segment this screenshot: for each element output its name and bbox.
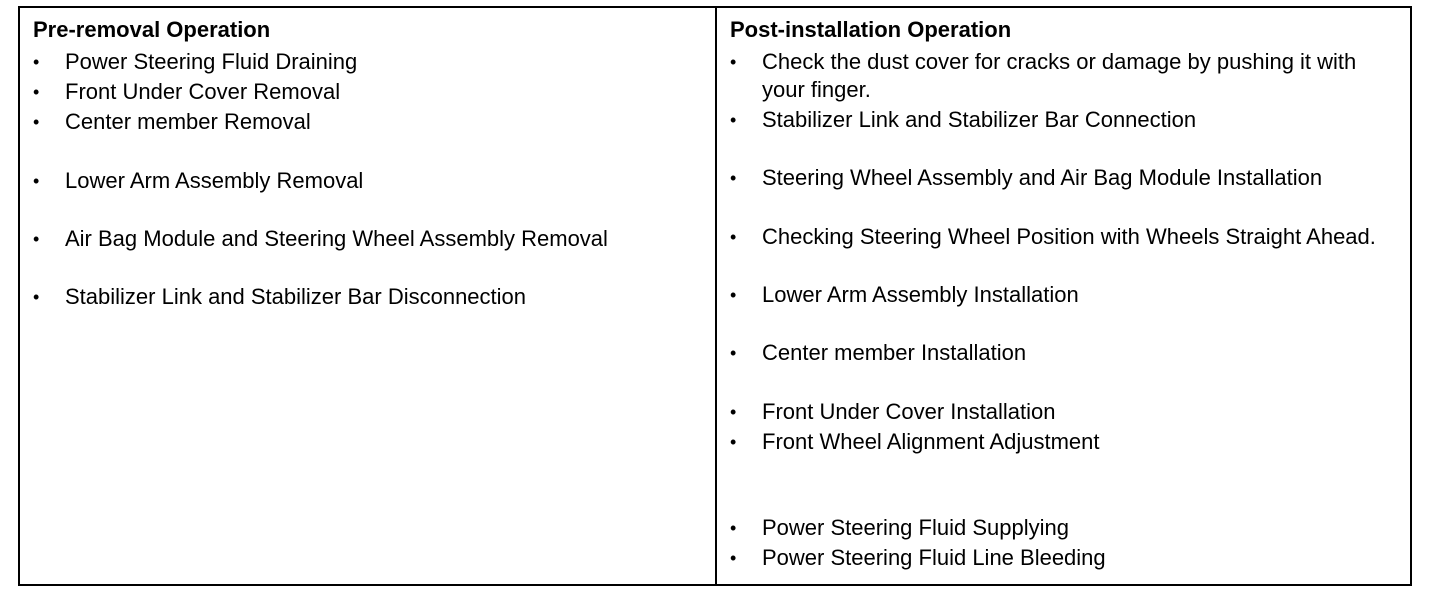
list-item-text: Lower Arm Assembly Installation bbox=[762, 282, 1079, 307]
list-item bbox=[33, 78, 340, 106]
list-item bbox=[33, 167, 363, 195]
post-installation-heading: Post-installation Operation bbox=[730, 17, 1012, 42]
list-item-text: Front Under Cover Removal bbox=[65, 79, 341, 104]
bullet-icon: • bbox=[730, 285, 737, 305]
list-item bbox=[730, 223, 1392, 251]
list-item bbox=[730, 48, 1392, 104]
bullet-icon: • bbox=[730, 52, 737, 72]
list-item-text: Front Wheel Alignment Adjustment bbox=[762, 429, 1100, 454]
bullet-icon: • bbox=[730, 110, 737, 130]
list-item bbox=[33, 225, 608, 253]
bullet-icon: • bbox=[730, 548, 737, 568]
bullet-icon: • bbox=[730, 402, 737, 422]
list-item bbox=[730, 514, 1069, 542]
list-item bbox=[730, 106, 1196, 134]
list-item bbox=[730, 281, 1079, 309]
list-item bbox=[730, 544, 1106, 572]
bullet-icon: • bbox=[730, 227, 737, 247]
list-item-text: Power Steering Fluid Supplying bbox=[762, 515, 1069, 540]
bullet-icon: • bbox=[33, 112, 40, 132]
post-installation-column bbox=[717, 8, 1410, 584]
bullet-icon: • bbox=[730, 518, 737, 538]
list-item-text: Stabilizer Link and Stabilizer Bar Connection bbox=[762, 107, 1197, 132]
pre-removal-column bbox=[20, 8, 717, 584]
list-item bbox=[730, 428, 1100, 456]
bullet-icon: • bbox=[730, 432, 737, 452]
bullet-icon: • bbox=[33, 82, 40, 102]
bullet-icon: • bbox=[33, 52, 40, 72]
bullet-icon: • bbox=[730, 343, 737, 363]
list-item-text: Stabilizer Link and Stabilizer Bar Disconnection bbox=[65, 284, 527, 309]
list-item-text: Center member Removal bbox=[65, 109, 311, 134]
list-item bbox=[730, 398, 1055, 426]
bullet-icon: • bbox=[33, 229, 40, 249]
list-item bbox=[33, 108, 311, 136]
list-item-text: Center member Installation bbox=[762, 340, 1027, 365]
list-item-text: Power Steering Fluid Line Bleeding bbox=[762, 545, 1106, 570]
list-item-text: Front Under Cover Installation bbox=[762, 399, 1056, 424]
pre-removal-heading: Pre-removal Operation bbox=[33, 17, 271, 42]
operations-table bbox=[18, 6, 1412, 586]
list-item-text: Lower Arm Assembly Removal bbox=[65, 168, 364, 193]
bullet-icon: • bbox=[33, 287, 40, 307]
bullet-icon: • bbox=[33, 171, 40, 191]
list-item bbox=[730, 339, 1026, 367]
list-item-text: Power Steering Fluid Draining bbox=[65, 49, 358, 74]
bullet-icon: • bbox=[730, 168, 737, 188]
list-item bbox=[730, 164, 1322, 192]
list-item-text: Air Bag Module and Steering Wheel Assembly Removal bbox=[65, 226, 608, 251]
list-item-text: Check the dust cover for cracks or damage by pushing it with your finger. bbox=[762, 49, 1357, 102]
list-item bbox=[33, 283, 526, 311]
list-item-text: Checking Steering Wheel Position with Wheels Straight Ahead. bbox=[762, 224, 1376, 249]
list-item-text: Steering Wheel Assembly and Air Bag Module Installation bbox=[762, 165, 1323, 190]
list-item bbox=[33, 48, 357, 76]
